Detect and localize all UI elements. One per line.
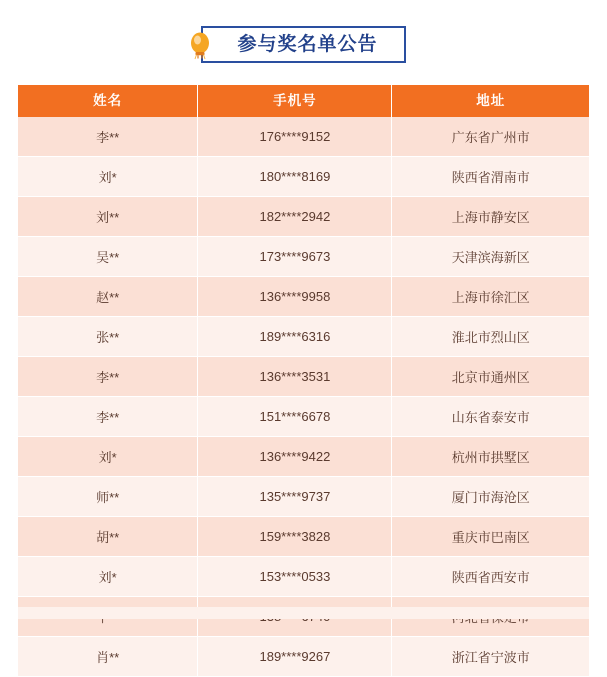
- cell-name: 刘*: [18, 437, 198, 477]
- cell-name: 肖**: [18, 637, 198, 677]
- table-row: [18, 277, 589, 317]
- prize-table-container: [0, 85, 607, 677]
- table-row: [18, 397, 589, 437]
- cell-name: 师**: [18, 477, 198, 517]
- column-header-address: 地址: [392, 85, 589, 117]
- table-header: [18, 85, 589, 117]
- cell-address: 上海市徐汇区: [392, 277, 589, 317]
- table-body: [18, 117, 589, 677]
- cell-name: 张**: [18, 317, 198, 357]
- table-row: [18, 237, 589, 277]
- cell-name: 赵**: [18, 277, 198, 317]
- cell-address: 浙江省宁波市: [392, 637, 589, 677]
- cell-phone: 176****9152: [198, 117, 392, 157]
- cell-address: 陕西省西安市: [392, 557, 589, 597]
- cell-name: 刘**: [18, 197, 198, 237]
- cell-phone: 182****2942: [198, 197, 392, 237]
- lantern-icon: [187, 30, 213, 60]
- cell-name: 刘*: [18, 157, 198, 197]
- cell-address: 陕西省渭南市: [392, 157, 589, 197]
- cell-name: 李**: [18, 117, 198, 157]
- cell-phone: 189****6316: [198, 317, 392, 357]
- cell-phone: 135****9737: [198, 477, 392, 517]
- page-header: [0, 0, 607, 85]
- cell-address: 淮北市烈山区: [392, 317, 589, 357]
- cell-address: 重庆市巴南区: [392, 517, 589, 557]
- cell-phone: 136****9958: [198, 277, 392, 317]
- cell-name: 吴**: [18, 237, 198, 277]
- table-row: [18, 557, 589, 597]
- table-row: [18, 197, 589, 237]
- table-row: [18, 117, 589, 157]
- cell-phone: 180****8169: [198, 157, 392, 197]
- cell-address: 北京市通州区: [392, 357, 589, 397]
- cell-name: 胡**: [18, 517, 198, 557]
- table-bottom-edge: [18, 607, 589, 619]
- table-row: [18, 357, 589, 397]
- table-row: [18, 637, 589, 677]
- cell-address: 山东省泰安市: [392, 397, 589, 437]
- page-title: 参与奖名单公告: [237, 34, 378, 55]
- cell-phone: 159****3828: [198, 517, 392, 557]
- cell-phone: 136****9422: [198, 437, 392, 477]
- cell-address: 上海市静安区: [392, 197, 589, 237]
- table-row: [18, 517, 589, 557]
- column-header-name: 姓名: [18, 85, 198, 117]
- cell-phone: 173****9673: [198, 237, 392, 277]
- cell-address: 天津滨海新区: [392, 237, 589, 277]
- cell-address: 杭州市拱墅区: [392, 437, 589, 477]
- table-header-row: [18, 85, 589, 117]
- cell-phone: 189****9267: [198, 637, 392, 677]
- cell-address: 厦门市海沧区: [392, 477, 589, 517]
- table-row: [18, 317, 589, 357]
- title-banner: [201, 26, 405, 63]
- cell-address: 广东省广州市: [392, 117, 589, 157]
- prize-table: [18, 85, 589, 677]
- column-header-phone: 手机号: [198, 85, 392, 117]
- table-row: [18, 477, 589, 517]
- cell-phone: 151****6678: [198, 397, 392, 437]
- table-row: [18, 437, 589, 477]
- cell-phone: 136****3531: [198, 357, 392, 397]
- cell-name: 李**: [18, 357, 198, 397]
- cell-phone: 153****0533: [198, 557, 392, 597]
- cell-name: 李**: [18, 397, 198, 437]
- cell-name: 刘*: [18, 557, 198, 597]
- table-row: [18, 157, 589, 197]
